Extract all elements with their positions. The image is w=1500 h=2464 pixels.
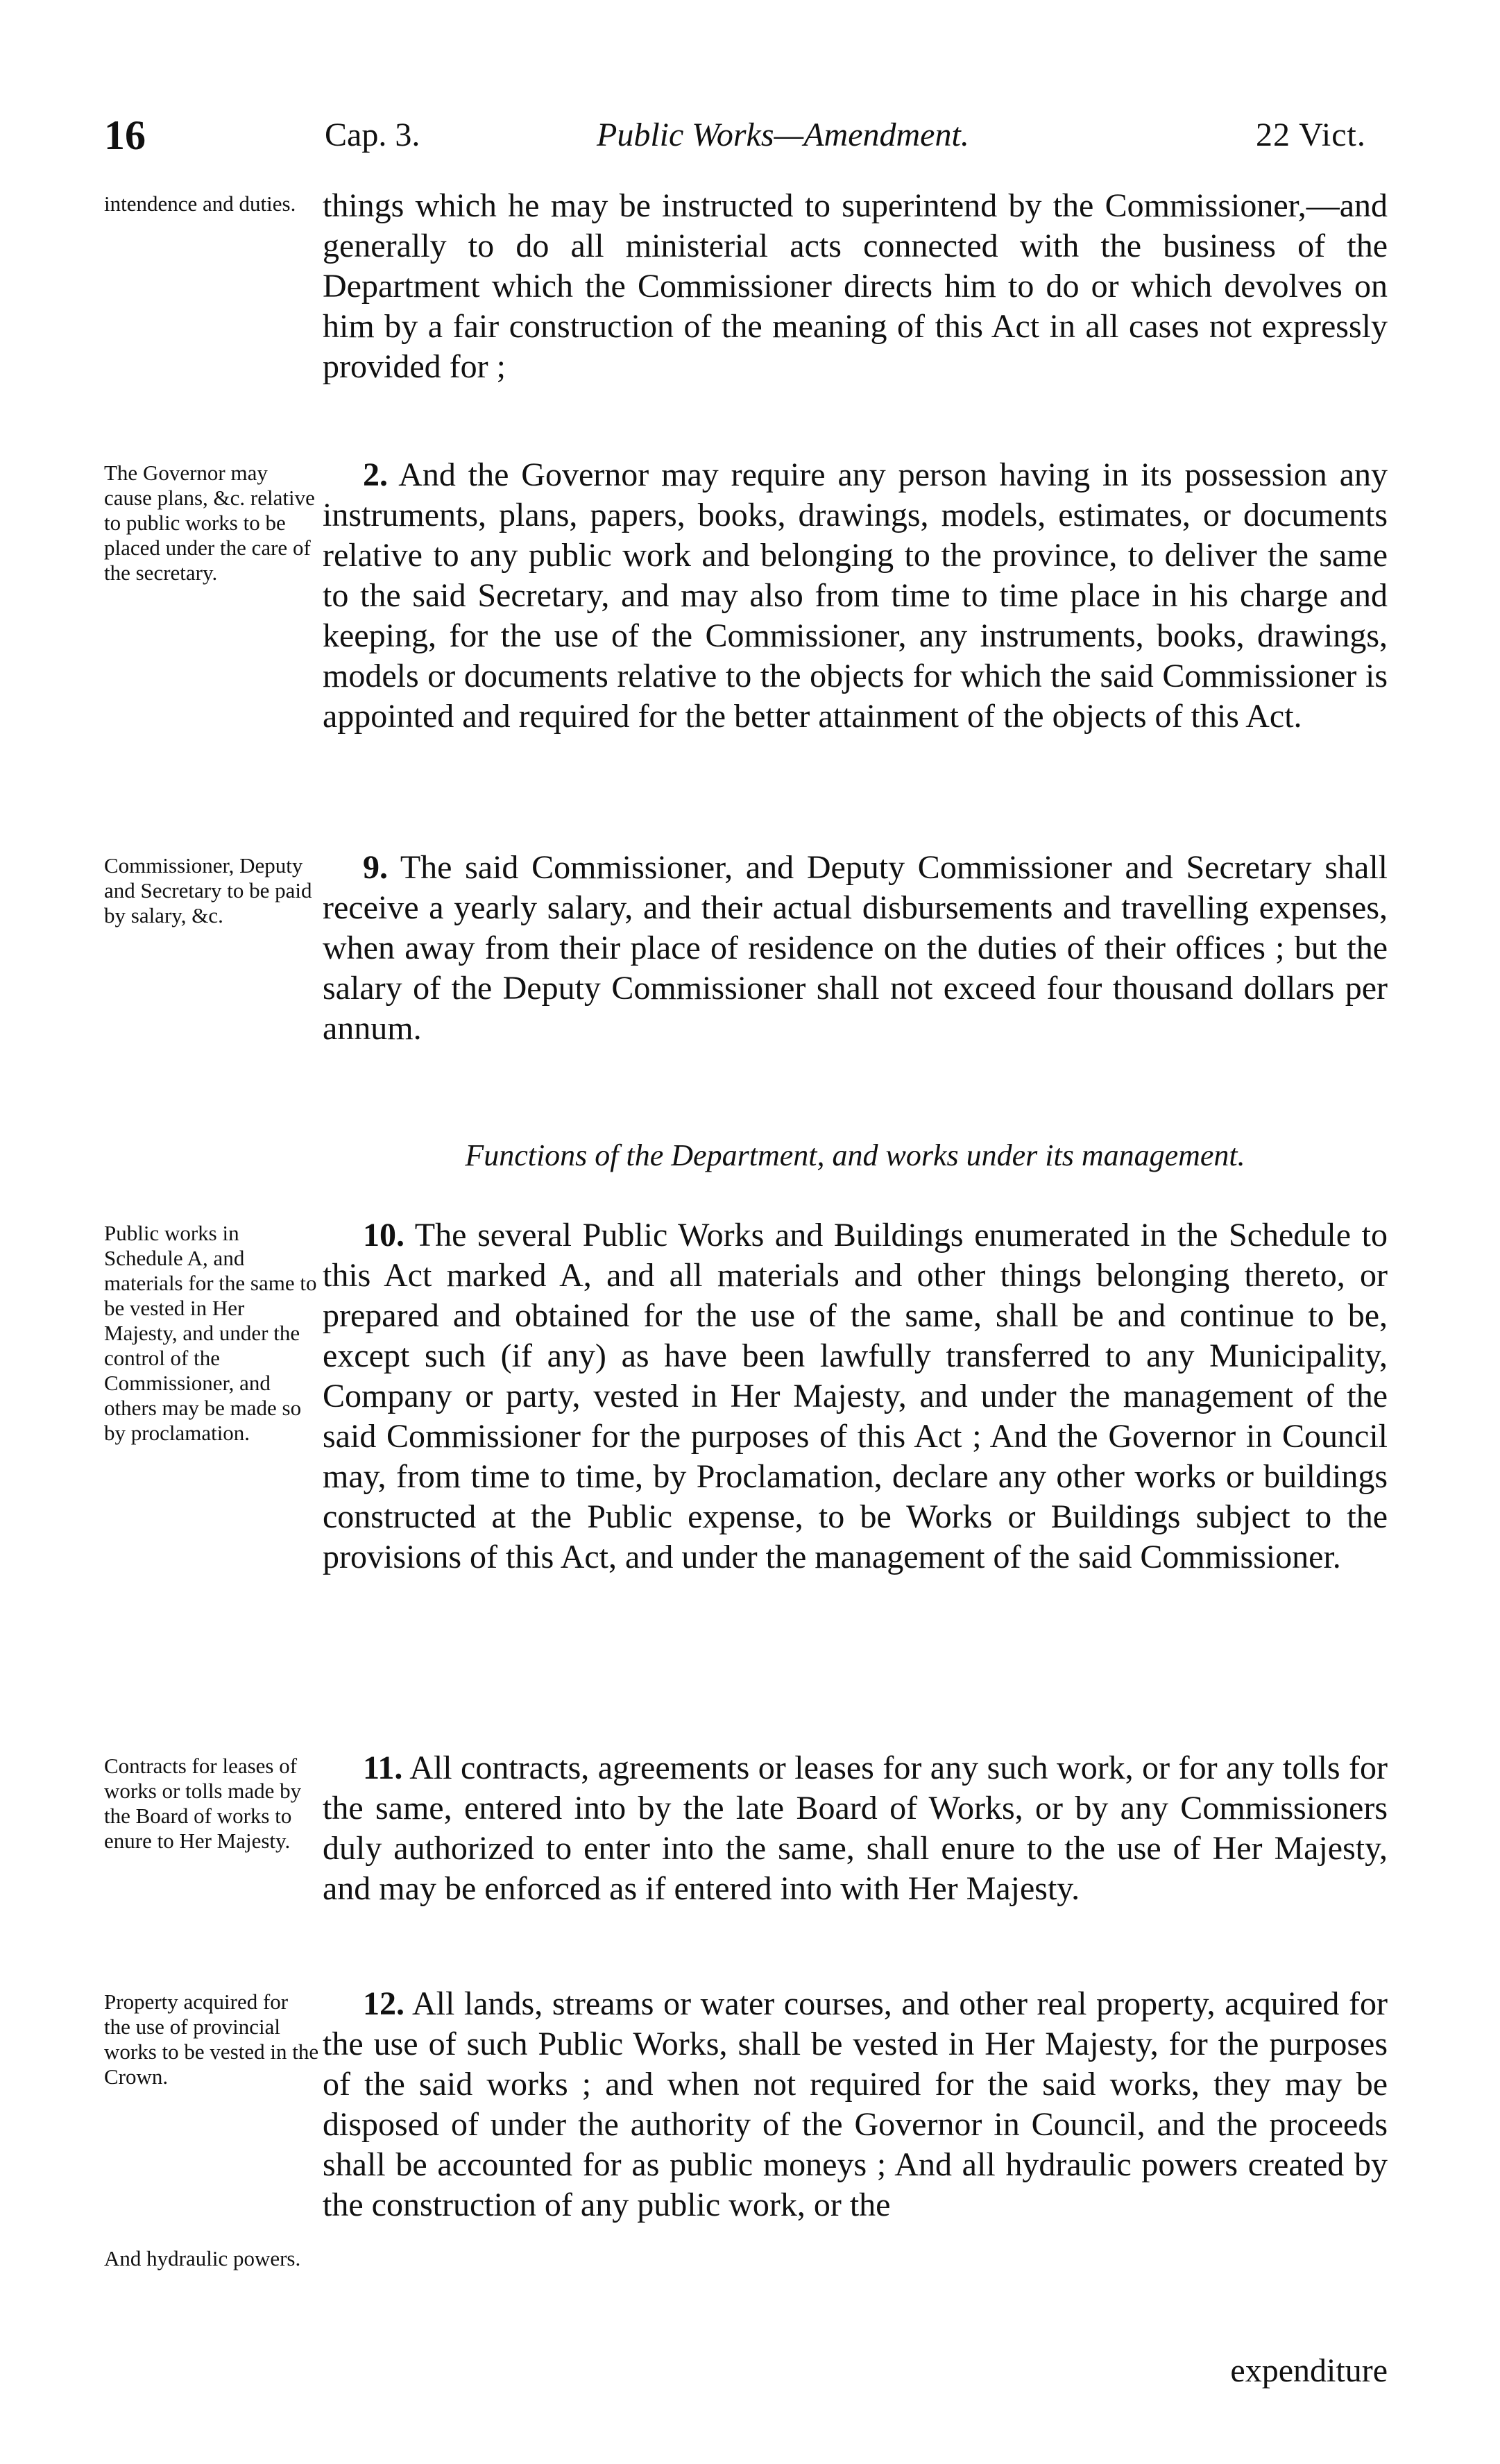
- side-note: Commissioner, Deputy and Secretary to be paid by salary, &c.: [104, 853, 312, 927]
- section-text: [323, 848, 1388, 1049]
- section-text: [323, 186, 1388, 387]
- side-note: Public works in Schedule A, and materials for the same to be vested in Her Majesty, and under the control of the Commissioner, and others may be made so by proclamation.: [104, 1221, 317, 1445]
- section-text: [323, 1748, 1388, 1909]
- side-note: Contracts for leases of works or tolls made by the Board of works to enure to Her Majesty.: [104, 1754, 302, 1853]
- section-text: [323, 455, 1388, 737]
- section-heading: Functions of the Department, and works under its management.: [465, 1138, 1245, 1172]
- section-text: [323, 1215, 1388, 1577]
- section-number: 2.: [363, 456, 388, 493]
- section-number: 12.: [363, 1985, 404, 2022]
- chapter-label: Cap. 3.: [325, 117, 420, 153]
- side-note: The Governor may cause plans, &c. relative to public works to be placed under the care of the secretary.: [104, 461, 315, 585]
- running-title: Public Works—Amendment.: [597, 117, 969, 153]
- section-body: And the Governor may require any person having in its possession any instruments, plans, papers, books, drawings, models, estimates, or documents relative to any public work and belonging to the province, to deliver the same to the said Secretary, and may also from time to time place in his charge and keeping, for the use of the Commissioner, any instruments, books, drawings, models or documents relative to the objects for which the said Commissioner is appointed and required for the better attainment of the objects of this Act.: [323, 456, 1388, 735]
- regnal-year: 22 Vict.: [1256, 117, 1366, 153]
- side-note: intendence and duties.: [104, 191, 296, 216]
- side-note: Property acquired for the use of provincial works to be vested in the Crown.: [104, 1990, 319, 2089]
- section-body: things which he may be instructed to superintend by the Commissioner,—and generally to do all ministerial acts connected with the business of the Department which the Commissioner directs him to do or which devolves on him by a fair construction of the meaning of this Act in all cases not expressly provided for ;: [323, 187, 1388, 385]
- section-body: All contracts, agreements or leases for any such work, or for any tolls for the same, entered into by the late Board of Works, or by any Commissioners duly authorized to enter into the same, shall enure to the use of Her Majesty, and may be enforced as if entered into with Her Majesty.: [323, 1749, 1388, 1907]
- section-body: The several Public Works and Buildings enumerated in the Schedule to this Act marked A, and all materials and other things belonging thereto, or prepared and obtained for the use of the same, shall be and continue to be, except such (if any) as have been lawfully transferred to any Municipality, Company or party, vested in Her Majesty, and under the management of the said Commissioner for the purposes of this Act ; And the Governor in Council may, from time to time, by Proclamation, declare any other works or buildings constructed at the Public expense, to be Works or Buildings subject to the provisions of this Act, and under the management of the said Commissioner.: [323, 1217, 1388, 1575]
- section-body: The said Commissioner, and Deputy Commissioner and Secretary shall receive a yearly salary, and their actual disbursements and travelling expenses, when away from their place of residence on the duties of their offices ; but the salary of the Deputy Commissioner shall not exceed four thousand dollars per annum.: [323, 849, 1388, 1047]
- catchword: expenditure: [1230, 2352, 1388, 2389]
- section-body: All lands, streams or water courses, and other real property, acquired for the use of such Public Works, shall be vested in Her Majesty, for the purposes of the said works ; and when not required for the said works, they may be disposed of under the authority of the Governor in Council, and the proceeds shall be accounted for as public moneys ; And all hydraulic powers created by the construction of any public work, or the: [323, 1985, 1388, 2223]
- running-header: [0, 104, 1500, 166]
- side-note-hydraulic: And hydraulic powers.: [104, 2246, 301, 2270]
- section-number: 10.: [363, 1217, 404, 1254]
- section-number: 11.: [363, 1749, 403, 1786]
- page-number: 16: [104, 112, 146, 158]
- section-number: 9.: [363, 849, 388, 886]
- section-text: [323, 1984, 1388, 2225]
